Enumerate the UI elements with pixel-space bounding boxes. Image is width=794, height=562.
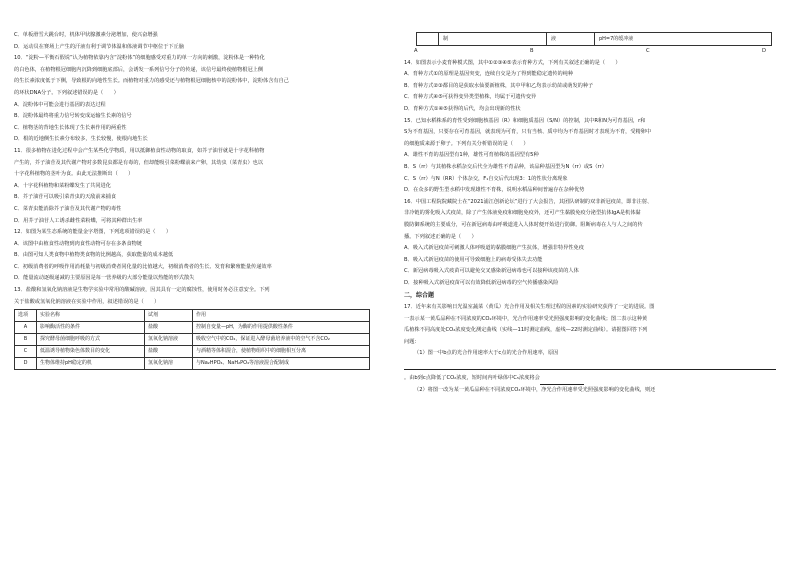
question-13 [14, 285, 386, 370]
q16-stem-line: 膜防御系统的主要成分，可在新冠病毒由呼吸道进入人体时便开始进行防御。阻断病毒在人与人之间的传 [404, 221, 643, 228]
q12-option-d: D．能量流动逐级递减的主要原因是每一营养级的大部分能量以热能的形式散失 [14, 275, 195, 282]
question-15 [404, 116, 776, 197]
q13-cell-effect: 吸收空气中的CO₂，保证进入酵母菌培养液中的空气不含CO₂ [193, 334, 370, 346]
table-row [15, 322, 370, 334]
q14-option-b: B．育种方式②③都目的是获取水仙要新植株，其中甲和乙均表示幼苗或萌发的种子 [404, 82, 594, 89]
q13-cell-experiment: 生物体维持pH稳定的机 [37, 358, 145, 370]
q13-answer-c: C [645, 48, 650, 54]
q13-header-reagent: 试剂 [145, 310, 193, 322]
left-column [14, 30, 386, 370]
q11-option-d: D．用芥子油苷人工诱杀雌性菜粉蝶，可将其种群出生率 [14, 217, 143, 224]
q13-cont-cell-effect: pH=7的缓冲液 [595, 33, 772, 46]
q11-stem-line: 十字花科植物的茎叶为食。由此无法推断出（ ） [14, 171, 134, 178]
q14-option-c: C．育种方式④⑤可获得变异类型植株，均属于可遗传变异 [404, 94, 537, 101]
q10-option-c: C．植物茎的背地生长体现了生长素作用的两重性 [14, 124, 127, 131]
q11-option-a: A．十字花科植物和菜粉蝶发生了共同进化 [14, 182, 111, 189]
q11-stem-line: 11．很多植物在进化过程中会产生某些化学物质，用以抵御植食性动物的取食，如芥子油苷就是十字花科植物 [14, 147, 265, 154]
q17-stem-line: 一表示某一黄瓜品种在不同浓度的CO₂环境中，光合作用速率受光照强度影响的变化曲线；图二表示这种黄 [404, 315, 648, 322]
q16-option-a: A．吸入式新冠疫苗可刺激人体呼吸道的黏膜细胞产生抗体，增强非特异性免疫 [404, 245, 584, 252]
q12-stem-line: 12．如图为某生态系统的能量金字塔图，下列选项错误的是（ ） [14, 229, 172, 236]
q13-cell-reagent: 氢氧化钠溶液 [145, 334, 193, 346]
q13-cell-reagent: 盐酸 [145, 346, 193, 358]
q13-stem-line: 13．盐酸和氢氧化钠溶液是生物学实验中常用的酸碱溶液，因其具有一定的腐蚀性，使用时务必注意安全。下列 [14, 287, 270, 294]
q10-stem-line: 10．“淀粉—平衡石假说”认为植物依靠内含“淀粉体”的细胞感受对重力的单一方向的刺激，淀粉体是一种特化 [14, 55, 265, 62]
q13-header-option: 选项 [15, 310, 37, 322]
q10-option-d: D．根的近地侧生长素分布较多，生长较慢，使根向地生长 [14, 136, 148, 143]
q16-stem-line: 播。下列叙述正确的是（ ） [404, 233, 477, 240]
q13-header-experiment: 实验名称 [37, 310, 145, 322]
q15-stem-line: 15．已知水稻株系的育性受到细胞核基因（R）和细胞质基因（S/N）的控制，其中R和N为可育基因，r和 [404, 117, 646, 124]
table-row [417, 33, 772, 46]
q17-stem-line: 17．近年来有关影响日光温室蔬菜（黄瓜）光合作用及相关生理过程的因素的实验研究获得了一定的进展。图 [404, 304, 655, 311]
q9-option-d: D．运动员在赛场上产生的汗液有利于调节体温和体液调节中枢位于下丘脑 [14, 43, 184, 50]
q16-option-b: B．吸入式新冠疫苗的使用可导致细胞上的病毒受体失去功能 [404, 256, 543, 263]
q17-sub1-cont-text: 。由b到c点降低了CO₂浓度，短时间内叶绿体中C₅浓度将会 [404, 375, 540, 382]
q10-stem-line: 的生长素浓度低于下侧，导致根的向地性生长。而植物对重力的感受还与植物根冠细胞核中的淀粉体中，淀粉体含有自己 [14, 78, 289, 85]
q13-table-header [15, 310, 370, 322]
q13-cont-cell-reagent: 液 [547, 33, 595, 46]
q12-option-a: A．该图中由植食性动物到肉食性动物可存在多条食物链 [14, 240, 143, 247]
section-heading: 二，综合题 [404, 292, 435, 300]
q15-stem-line: 的细胞质来源于卵子。下列有关分析错误的是（ ） [404, 140, 529, 147]
question-17 [404, 302, 776, 396]
q15-option-b: B．S（rr）与其植株水稻杂交后代全为雄性不育品种，该品种基因型为N（rr）或S（rr） [404, 163, 607, 170]
q13-header-effect: 作用 [193, 310, 370, 322]
q13-cell-reagent: 氢氧化钠溶 [145, 358, 193, 370]
q10-stem-line: 的白色体，在植物根冠细胞内沉降到细胞底部后，会诱发一系列信号分子的传递，该信号最终使植物根冠上侧 [14, 66, 264, 73]
q11-stem-line: 产生的，芥子油苷及其代谢产物对多数昆虫都是有毒的，但却能吸引菜粉蝶前来产卵，其幼虫（菜青虫）也以 [14, 159, 264, 166]
q13-answer-d: D [761, 48, 766, 54]
q15-stem-line: S为不育基因，只要存在可育基因，就表现为可育，只有当核、质中均为不育基因时才表现为不育，受精卵中 [404, 129, 652, 136]
q13-cell-option: C [15, 346, 37, 358]
q13-cell-option: A [15, 322, 37, 334]
question-10 [14, 53, 386, 146]
q13-stem-line: 关于盐酸或氢氧化钠溶液在实验中作用，叙述错误的是（ ） [14, 298, 160, 305]
q14-option-d: D．育种方式①④⑤获得的后代，均会出现新的性状 [404, 105, 521, 112]
q15-option-a: A．雄性不育的基因型有1种，雄性可育植株的基因型有5种 [404, 152, 539, 159]
q13-cell-reagent: 盐酸 [145, 322, 193, 334]
q13-answer-a: A [414, 48, 418, 54]
q16-option-c: C．新冠病毒吸入式疫苗可以避免交叉感染新冠病毒也可以接种该疫苗的人体 [404, 268, 579, 275]
q13-cont-cell-experiment: 制 [439, 33, 547, 46]
q17-stem-line: 瓜植株不同高度处CO₂浓度变化测定曲线（实线—11时测定曲线，虚线—22时测定曲线）。请据图回答下列 [404, 327, 648, 334]
q17-sub1-cont [404, 373, 776, 385]
q13-answer-b: B [529, 48, 534, 54]
table-row [15, 358, 370, 370]
q12-option-c: C．初级消费者的呼吸作用消耗量与初级消费者同化量的比值越大，初级消费者的生长、发育和繁殖能量传递效率 [14, 263, 272, 270]
q16-option-d: D．接种吸入式新冠疫苗可以有效降低新冠病毒的空气传播感染风险 [404, 279, 559, 286]
q17-sub2: （2）将图一改为某一黄瓜品种在不同浓度CO₂环境中，净光合作用速率受光照强度影响的变化曲线，则还 [414, 386, 656, 393]
q13-answer-options [404, 46, 776, 58]
q13-table [14, 309, 370, 370]
table-row [15, 346, 370, 358]
q16-stem-line: 非冷链的雾化吸入式疫苗，除了产生体液免疫和细胞免疫外，还可产生黏膜免疫分泌型抗体IgA是机体黏 [404, 210, 641, 217]
right-column [404, 32, 776, 396]
q14-option-a: A．育种方式①的原理是基因突变，连续自交是为了得到能稳定遗传的纯种 [404, 71, 574, 78]
question-16 [404, 197, 776, 290]
q13-cell-option: B [15, 334, 37, 346]
question-11 [14, 146, 386, 227]
q13-table-continued [416, 32, 772, 46]
q12-option-b: B．由图可知人类食物中植物类食物的比例越高，获取能量的成本越低 [14, 252, 174, 259]
q11-option-b: B．芥子油苷可以吸引菜青虫的天敌前来捕食 [14, 194, 117, 201]
q13-cell-effect: 与Na₂HPO₄、NaH₂PO₄等溶液混合配制成 [193, 358, 370, 370]
question-12 [14, 227, 386, 285]
q10-stem-line: 的环状DNA分子。下列叙述错误的是（ ） [14, 89, 119, 96]
q13-cell-option: D [15, 358, 37, 370]
q17-answer-blank[interactable] [404, 362, 776, 370]
q15-option-c: C．S（rr）与N（RR）个体杂交，F₁自交后代出现3：1的性状分离现象 [404, 175, 568, 182]
q13-cell-effect: 控制自变量—pH，为酶的作用提供酸性条件 [193, 322, 370, 334]
q13-cell-experiment: 低温诱导植物染色体数目的变化 [37, 346, 145, 358]
q13-cell-experiment: 影响酶活性的条件 [37, 322, 145, 334]
q11-option-c: C．菜青虫能消除芥子油苷及其代谢产物的毒性 [14, 205, 122, 212]
q9-option-c: C．单板滑雪大跳台时，机体甲状腺激素分泌增加，使兴奋增强 [14, 32, 158, 38]
q17-c5-blank[interactable] [540, 379, 584, 385]
q13-cell-effect: 与酒精等体积混合，使植物组织中的细胞相互分离 [193, 346, 370, 358]
q13-cont-cell-option [417, 33, 439, 46]
q16-stem-line: 16．中国工程院院藏院士在“2021浦江创新论坛”进行了大会报告，其团队研制的双非新冠疫苗，即非注射、 [404, 198, 653, 205]
q17-sub1: （1）图一中b点的光合作用速率大于c点的光合作用速率，原因 [414, 350, 559, 357]
q13-cell-experiment: 探究酵母菌细胞呼吸的方式 [37, 334, 145, 346]
table-row [15, 334, 370, 346]
q14-stem-line: 14．如图表示小麦育种模式图，其中①②③④⑤表示育种方式，下列有关叙述正确的是（ ） [404, 59, 621, 66]
q10-option-b: B．淀粉体最终将重力信号转变成运输生长素的信号 [14, 113, 132, 120]
q15-option-d: D．在众多的野生型水稻中发现雄性不育株，说明水稻品种间普遍存在杂种优势 [404, 187, 585, 194]
q17-stem-line: 问题： [404, 338, 420, 345]
q10-option-a: A．淀粉体中可能会进行基因的表达过程 [14, 101, 106, 108]
question-14 [404, 58, 776, 116]
